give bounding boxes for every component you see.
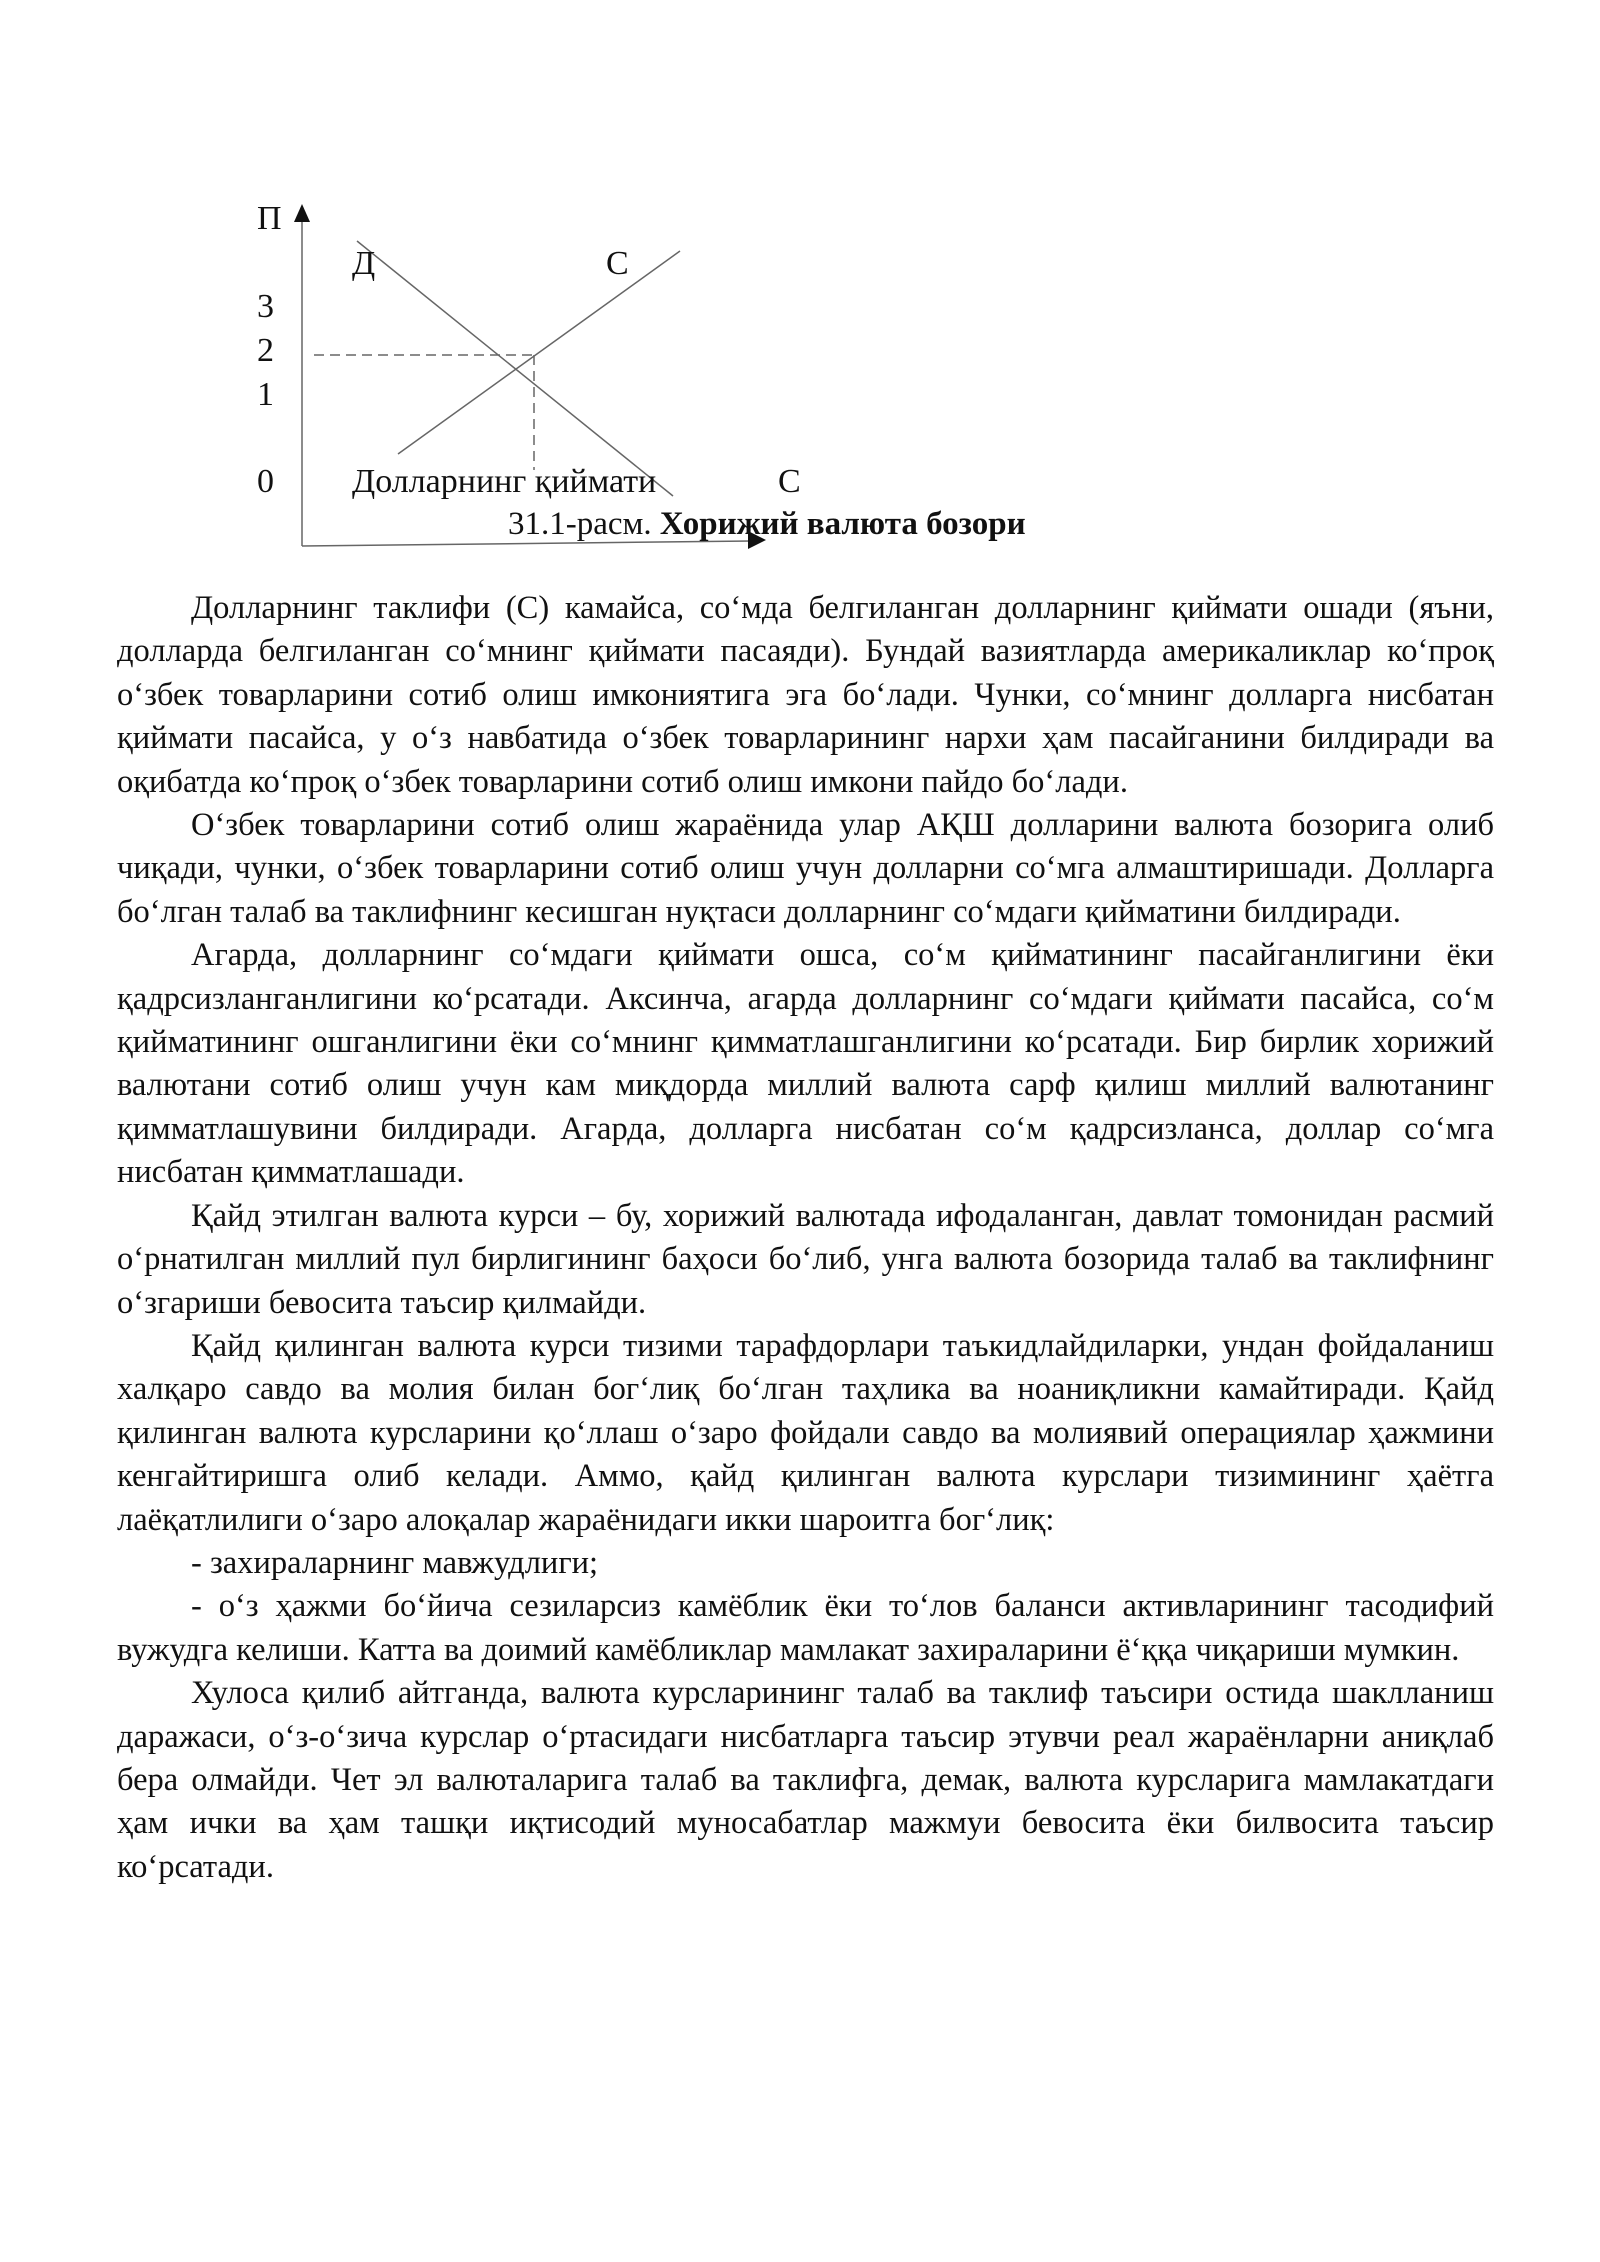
paragraph: Қайд этилган валюта курси – бу, хорижий валютада ифодаланган, давлат томонидан расмий оʻрнатилган миллий пул бирлигининг баҳоси боʻлиб, унга валюта бозорида талаб ва таклифнинг оʻзгариши бевосита таъсир қилмайди. <box>117 1197 1494 1321</box>
demand-label: Д <box>352 245 376 282</box>
paragraph: Долларнинг таклифи (С) камайса, соʻмда белгиланган долларнинг қиймати ошади (яъни, долларда белгиланган соʻмнинг қиймати пасаяди). Бундай вазиятларда америкаликлар коʻпроқ оʻзбек товарларини сотиб олиш имкониятига эга боʻлади. Чунки, соʻмнинг долларга нисбатан қиймати пасайса, у оʻз навбатида оʻзбек товарларининг нархи ҳам пасайганини билдиради ва оқибатда коʻпроқ оʻзбек товарларини сотиб олиш имкони пайдо боʻлади. <box>117 590 1494 800</box>
y-axis-arrow <box>294 204 310 222</box>
list-item: - оʻз ҳажми боʻйича сезиларсиз камёблик ёки тоʻлов баланси активларининг тасодифий вужудга келиши. Катта ва доимий камёбликлар мамлакат захираларини ёʻққа чиқариши мумкин. <box>117 1588 1494 1668</box>
paragraph: Қайд қилинган валюта курси тизими тарафдорлари таъкидлайдиларки, ундан фойдаланиш халқаро савдо ва молия билан богʻлиқ боʻлган таҳлика ва ноаниқликни камайтиради. Қайд қилинган валюта курсларини қоʻллаш оʻзаро фойдали савдо ва молиявий операциялар ҳажмини кенгайтиришга олиб келади. Аммо, қайд қилинган валюта курслари тизимининг ҳаётга лаёқатлилиги оʻзаро алоқалар жараёнидаги икки шароитга богʻлиқ: <box>117 1327 1494 1538</box>
figure-caption <box>508 504 1026 544</box>
y-tick-1: 1 <box>257 376 274 413</box>
caption-number: 31.1-расм. <box>508 506 652 542</box>
x-axis-label: Долларнинг қиймати <box>352 463 657 500</box>
x-axis-symbol: С <box>778 463 801 500</box>
supply-curve <box>398 251 680 454</box>
y-axis-symbol: П <box>257 200 282 237</box>
list-item: - захираларнинг мавжудлиги; <box>191 1544 599 1581</box>
body-text <box>117 587 1494 1889</box>
paragraph: Агарда, долларнинг соʻмдаги қиймати ошса, соʻм қийматининг пасайганлигини ёки қадрсизланганлигини коʻрсатади. Аксинча, агарда долларнинг соʻмдаги қиймати пасайса, соʻм қийматининг ошганлигини ёки соʻмнинг қимматлашганлигини коʻрсатади. Бир бирлик хорижий валютани сотиб олиш учун кам миқдорда миллий валюта сарф қилиш миллий валютанинг қимматлашувини билдиради. Агарда, долларга нисбатан соʻм қадрсизланса, доллар соʻмга нисбатан қимматлашади. <box>117 937 1494 1191</box>
supply-label: С <box>606 245 629 282</box>
y-tick-2: 2 <box>257 332 274 369</box>
caption-title: Хорижий валюта бозори <box>659 506 1026 542</box>
paragraph: Оʻзбек товарларини сотиб олиш жараёнида улар АҚШ долларини валюта бозорига олиб чиқади, чунки, оʻзбек товарларини сотиб олиш учун долларни соʻмга алмаштиришади. Долларга боʻлган талаб ва таклифнинг кесишган нуқтаси долларнинг соʻмдаги қийматини билдиради. <box>117 807 1494 930</box>
paragraph: Хулоса қилиб айтганда, валюта курсларининг талаб ва таклиф таъсири остида шаклланиш даражаси, оʻз-оʻзича курслар оʻртасидаги нисбатларга таъсир этувчи реал жараёнларни аниқлаб бера олмайди. Чет эл валюталарига талаб ва таклифга, демак, валюта курсларига мамлакатдаги ҳам ички ва ҳам ташқи иқтисодий муносабатлар мажмуи бевосита ёки билвосита таъсир коʻрсатади. <box>117 1675 1494 1885</box>
supply-demand-figure <box>0 0 1600 560</box>
y-tick-3: 3 <box>257 288 274 325</box>
y-tick-0: 0 <box>257 463 274 500</box>
